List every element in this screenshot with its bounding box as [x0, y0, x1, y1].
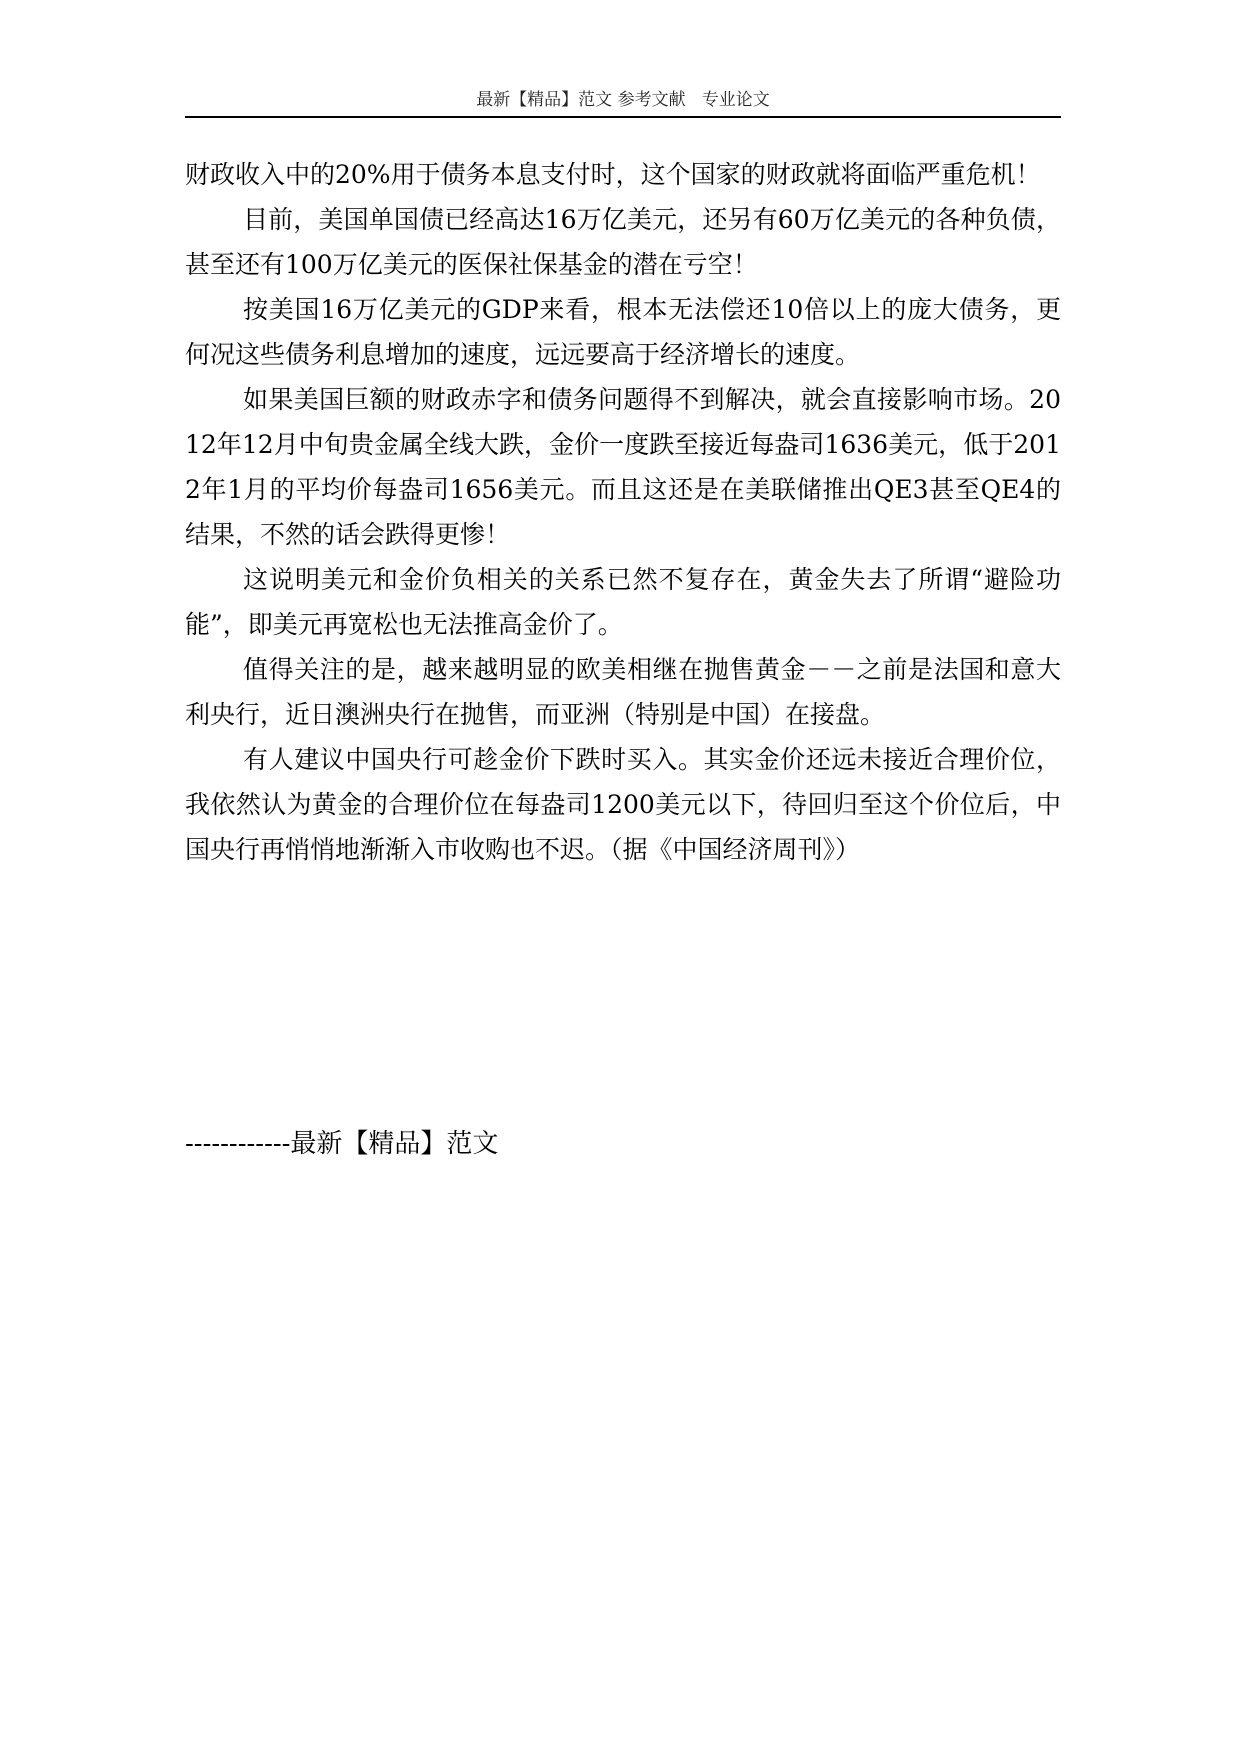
paragraph: 值得关注的是，越来越明显的欧美相继在抛售黄金－－之前是法国和意大利央行，近日澳洲央行在抛售，而亚洲（特别是中国）在接盘。: [185, 655, 1061, 729]
paragraph: 这说明美元和金价负相关的关系已然不复存在，黄金失去了所谓“避险功能”，即美元再宽松也无法推高金价了。: [185, 565, 1061, 639]
paragraph: 如果美国巨额的财政赤字和债务问题得不到解决，就会直接影响市场。2012年12月中旬贵金属全线大跌，金价一度跌至接近每盎司1636美元，低于2012年1月的平均价每盎司1656美元。而且这还是在美联储推出QE3甚至QE4的结果，不然的话会跌得更惨！: [185, 385, 1061, 549]
paragraph: 有人建议中国央行可趁金价下跌时买入。其实金价还远未接近合理价位，我依然认为黄金的合理价位在每盎司1200美元以下，待回归至这个价位后，中国央行再悄悄地渐渐入市收购也不迟。（据《中国经济周刊》）: [185, 745, 1061, 864]
footer-text: ------------最新【精品】范文: [185, 1129, 499, 1159]
header-divider: [185, 116, 1061, 118]
page-header: 最新【精品】范文 参考文献 专业论文: [476, 90, 770, 110]
document-body: [185, 152, 1061, 872]
paragraph: 目前，美国单国债已经高达16万亿美元，还另有60万亿美元的各种负债，甚至还有100万亿美元的医保社保基金的潜在亏空！: [185, 205, 1061, 279]
paragraph-continuation: 财政收入中的20%用于债务本息支付时，这个国家的财政就将面临严重危机！: [185, 160, 1041, 189]
paragraph: 按美国16万亿美元的GDP来看，根本无法偿还10倍以上的庞大债务，更何况这些债务利息增加的速度，远远要高于经济增长的速度。: [185, 295, 1061, 369]
